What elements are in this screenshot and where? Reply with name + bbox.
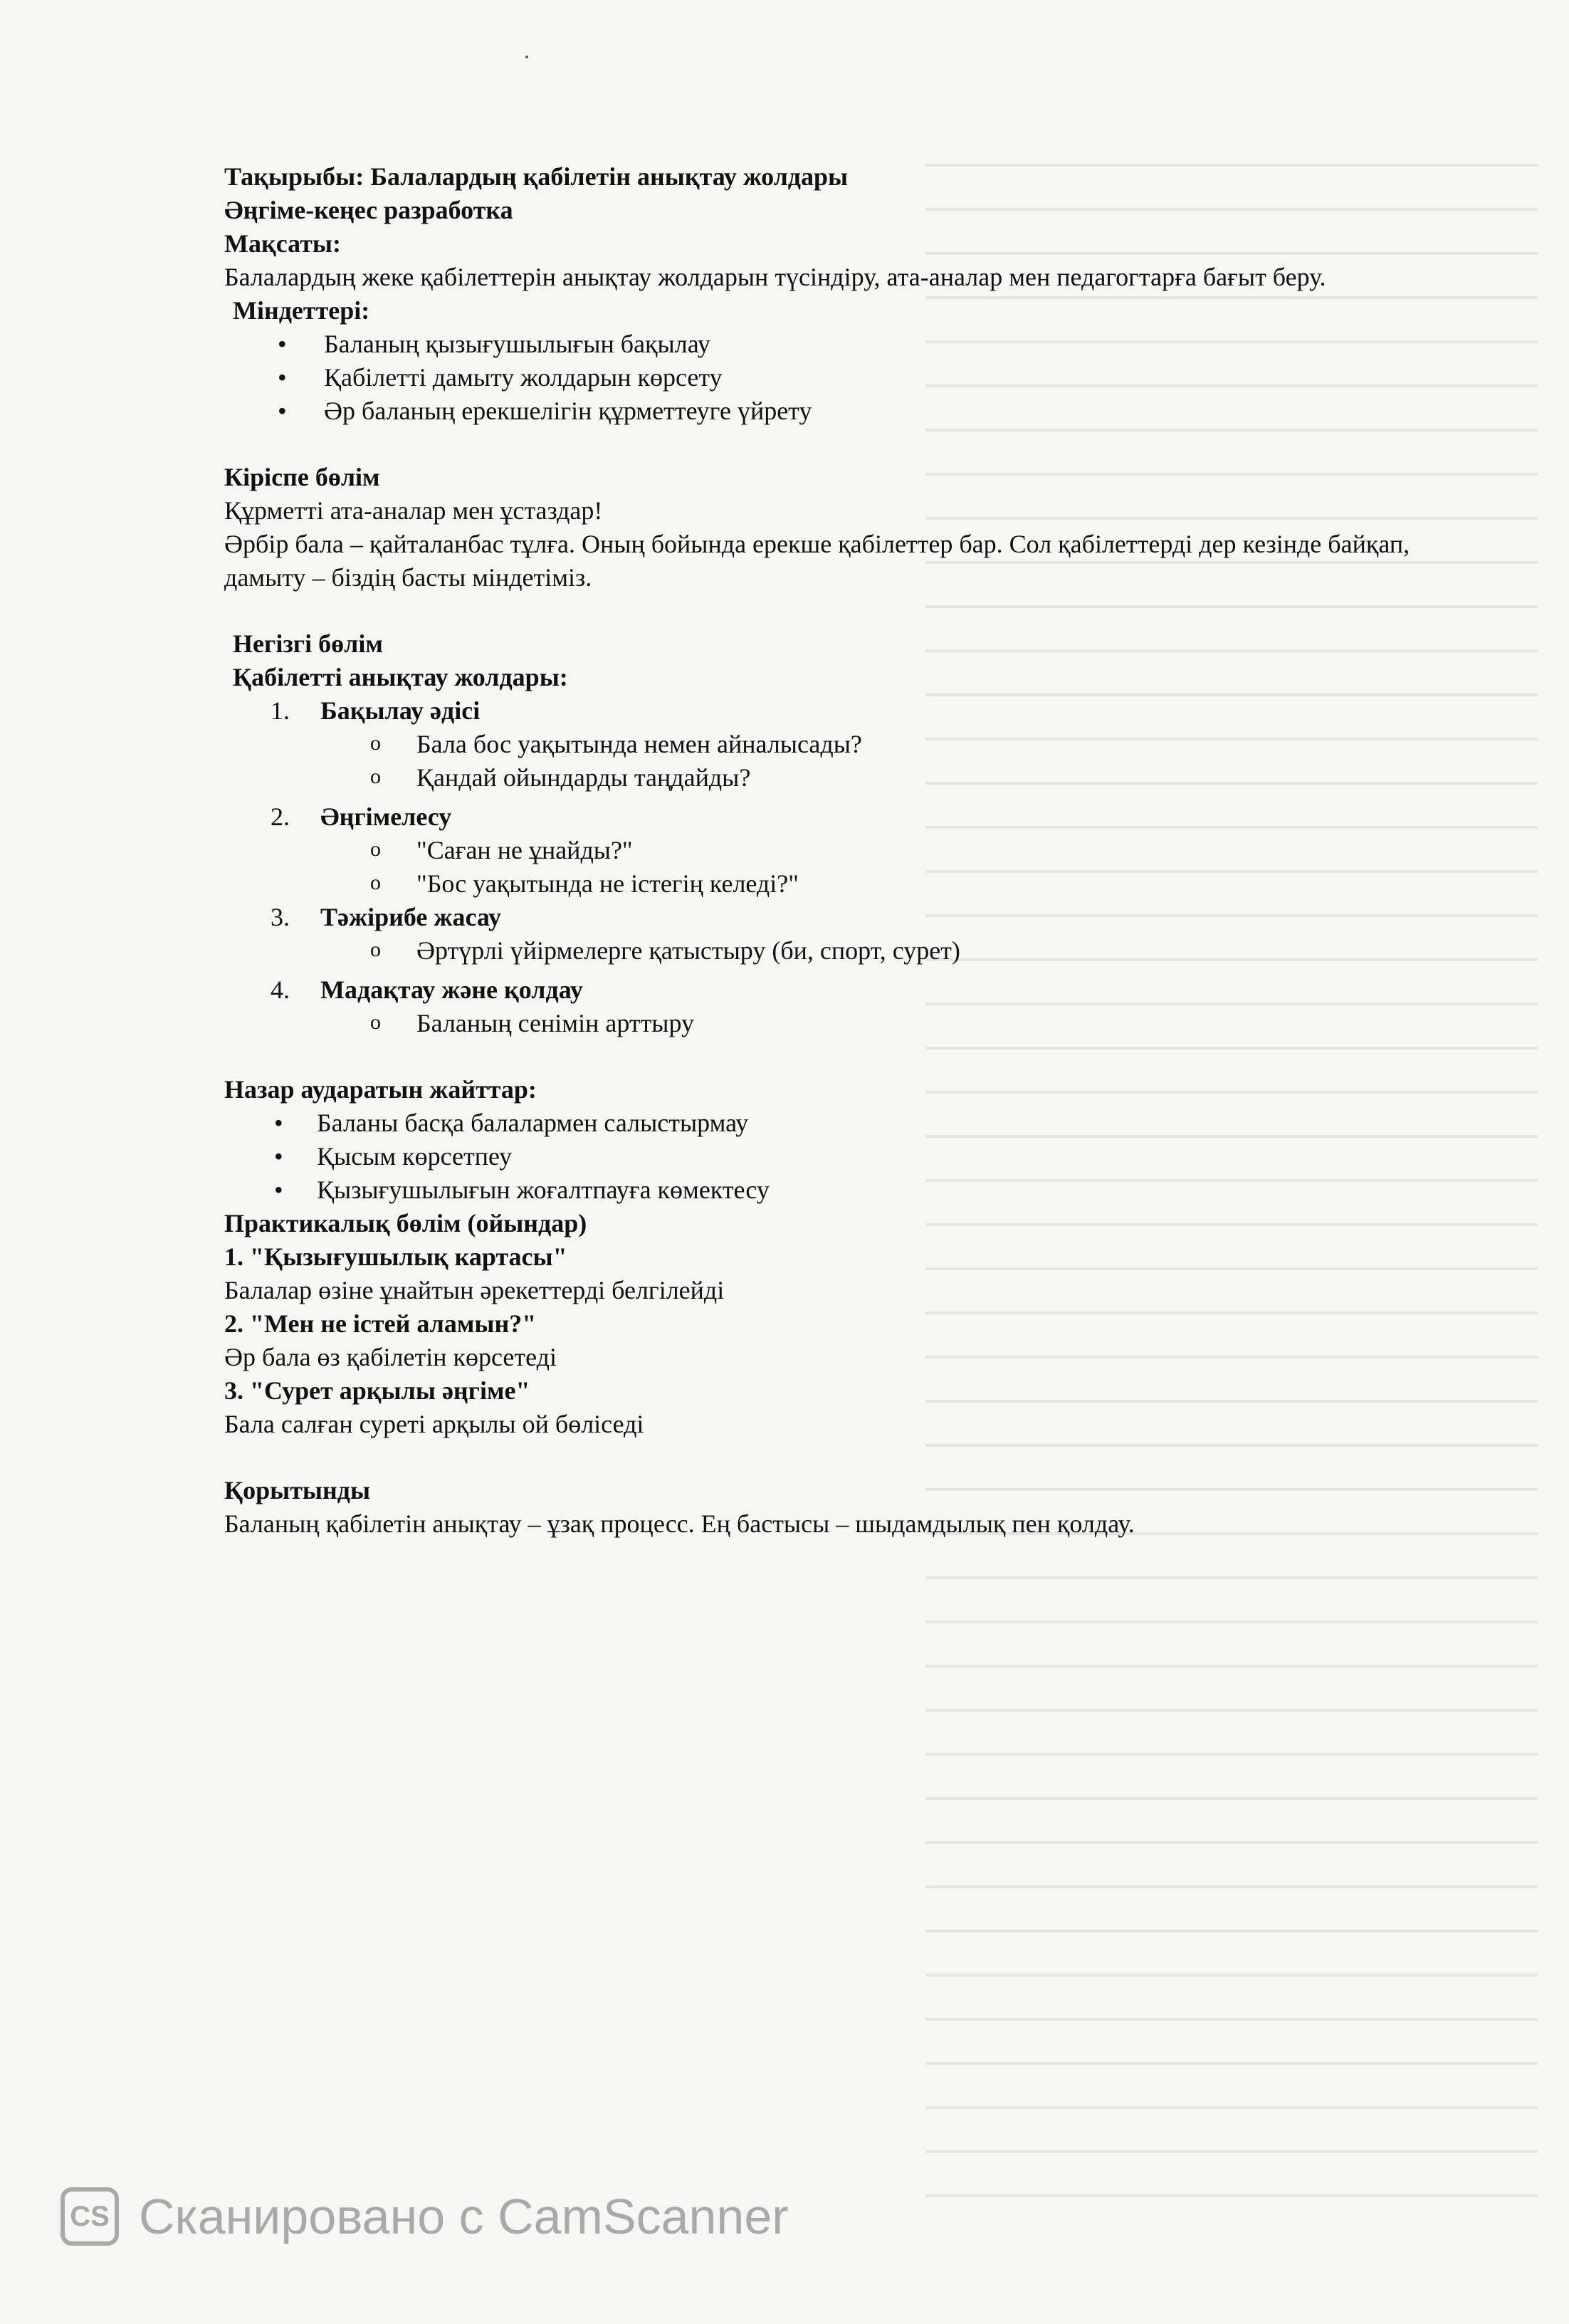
game-title: 3. "Сурет арқылы әңгіме" (224, 1376, 530, 1405)
task-item: • Қабілетті дамыту жолдарын көрсету (224, 361, 1434, 394)
game-desc: Балалар өзіне ұнайтын әрекеттерді белгілейді (224, 1276, 725, 1304)
document-body (224, 160, 1434, 1541)
method-subitem: o "Бос уақытында не істегің келеді?" (224, 867, 1434, 901)
method-item: 1. Бақылау әдісі (271, 696, 481, 725)
intro-greeting: Құрметті ата-аналар мен ұстаздар! (224, 496, 603, 525)
method-item: 4. Мадақтау және қолдау (271, 975, 583, 1004)
game-desc: Әр бала өз қабілетін көрсетеді (224, 1343, 557, 1371)
camscanner-logo-icon: CS (61, 2187, 119, 2246)
watermark-text: Сканировано с CamScanner (139, 2189, 789, 2244)
game-title: 2. "Мен не істей аламын?" (224, 1309, 537, 1338)
goal-heading: Мақсаты: (224, 229, 341, 258)
doc-subtitle: Әңгіме-кеңес разработка (224, 196, 513, 224)
method-subitem: o "Саған не ұнайды?" (224, 834, 1434, 867)
methods-heading: Қабілетті анықтау жолдары: (233, 663, 568, 691)
tasks-heading: Міндеттері: (233, 296, 370, 325)
intro-text: Әрбір бала – қайталанбас тұлға. Оның бойында ерекше қабілеттер бар. Сол қабілеттерді дер кезінде байқап, дамыту – біздің басты міндетіміз. (224, 530, 1410, 592)
practical-heading: Практикалық бөлім (ойындар) (224, 1209, 587, 1237)
method-item: 3. Тәжірибе жасау (271, 903, 502, 931)
method-subitem: o Әртүрлі үйірмелерге қатыстыру (би, спорт, сурет) (224, 934, 1434, 968)
game-title: 1. "Қызығушылық картасы" (224, 1242, 567, 1271)
intro-heading: Кіріспе бөлім (224, 463, 380, 491)
attention-item: • Баланы басқа балалармен салыстырмау (224, 1106, 1434, 1140)
task-item: • Әр баланың ерекшелігін құрметтеуге үйрету (224, 394, 1434, 428)
conclusion-text: Баланың қабілетін анықтау – ұзақ процесс. Ең бастысы – шыдамдылық пен қолдау. (224, 1509, 1135, 1538)
task-item: • Баланың қызығушылығын бақылау (224, 328, 1434, 361)
attention-item: • Қысым көрсетпеу (224, 1140, 1434, 1173)
method-subitem: o Қандай ойындарды таңдайды? (224, 761, 1434, 795)
camscanner-watermark (61, 2187, 789, 2246)
goal-text: Балалардың жеке қабілеттерін анықтау жолдарын түсіндіру, ата-аналар мен педагогтарға бағыт беру. (224, 263, 1326, 291)
doc-title: Тақырыбы: Балалардың қабілетін анықтау жолдары (224, 162, 849, 191)
game-desc: Бала салған суреті арқылы ой бөліседі (224, 1410, 644, 1438)
speck (525, 56, 528, 58)
conclusion-heading: Қорытынды (224, 1476, 371, 1504)
attention-heading: Назар аударатын жайттар: (224, 1075, 537, 1104)
main-heading: Негізгі бөлім (233, 629, 383, 658)
attention-item: • Қызығушылығын жоғалтпауға көмектесу (224, 1173, 1434, 1207)
method-item: 2. Әңгімелесу (271, 802, 452, 831)
method-subitem: o Бала бос уақытында немен айналысады? (224, 728, 1434, 761)
method-subitem: o Баланың сенімін арттыру (224, 1007, 1434, 1040)
